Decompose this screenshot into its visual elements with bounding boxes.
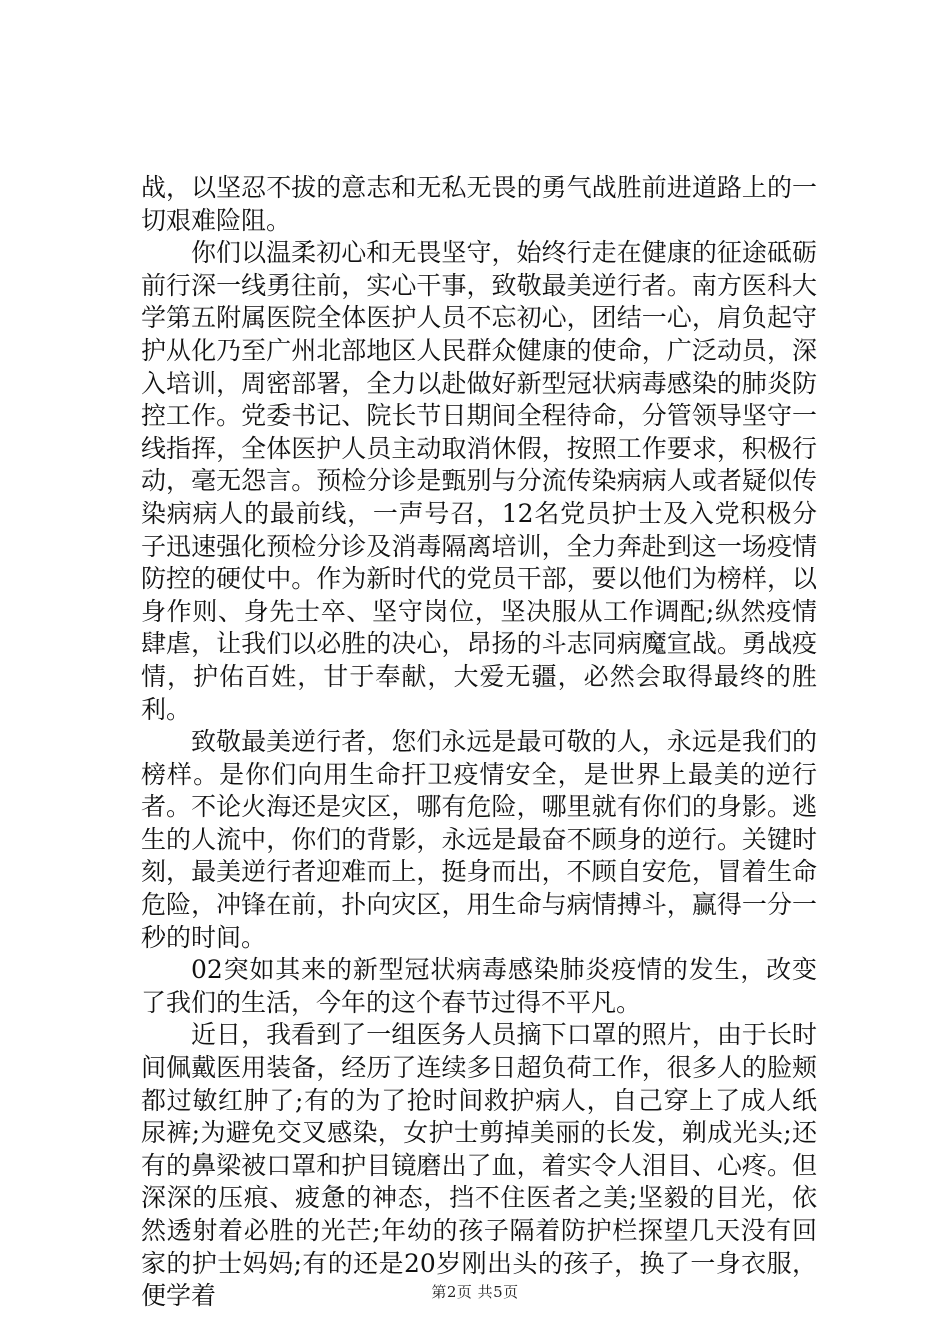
page-footer: 第2页 共5页 — [431, 1283, 519, 1301]
paragraph-5: 近日，我看到了一组医务人员摘下口罩的照片，由于长时间佩戴医用装备，经历了连续多日超负荷工作，很多人的脸颊都过敏红肿了;有的为了抢时间救护病人，自己穿上了成人纸尿裤;为避免交叉感染，女护士剪掉美丽的长发，剃成光头;还有的鼻梁被口罩和护目镜磨出了血，着实令人泪目、心疼。但深深的压痕、疲惫的神态，挡不住医者之美;坚毅的目光，依然透射着必胜的光芒;年幼的孩子隔着防护栏探望几天没有回家的护士妈妈;有的还是20岁刚出头的孩子，换了一身衣服，便学着 — [141, 1020, 817, 1311]
body-text — [141, 172, 817, 1313]
paragraph-3: 致敬最美逆行者，您们永远是最可敬的人，永远是我们的榜样。是你们向用生命扞卫疫情安全，是世界上最美的逆行者。不论火海还是灾区，哪有危险，哪里就有你们的身影。逃生的人流中，你们的背影，永远是最奋不顾身的逆行。关键时刻，最美逆行者迎难而上，挺身而出，不顾自安危，冒着生命危险，冲锋在前，扑向灾区，用生命与病情搏斗，赢得一分一秒的时间。 — [141, 727, 817, 952]
paragraph-1: 战，以坚忍不拔的意志和无私无畏的勇气战胜前进道路上的一切艰难险阻。 — [141, 173, 817, 235]
paragraph-4: 02突如其来的新型冠状病毒感染肺炎疫情的发生，改变了我们的生活，今年的这个春节过得不平凡。 — [141, 955, 817, 1017]
paragraph-2: 你们以温柔初心和无畏坚守，始终行走在健康的征途砥砺前行深一线勇往前，实心干事，致敬最美逆行者。南方医科大学第五附属医院全体医护人员不忘初心，团结一心，肩负起守护从化乃至广州北部地区人民群众健康的使命，广泛动员，深入培训，周密部署，全力以赴做好新型冠状病毒感染的肺炎防控工作。党委书记、院长节日期间全程待命，分管领导坚守一线指挥，全体医护人员主动取消休假，按照工作要求，积极行动，毫无怨言。预检分诊是甄别与分流传染病病人或者疑似传染病病人的最前线，一声号召，12名党员护士及入党积极分子迅速强化预检分诊及消毒隔离培训，全力奔赴到这一场疫情防控的硬仗中。作为新时代的党员干部，要以他们为榜样，以身作则、身先士卒、坚守岗位，坚决服从工作调配;纵然疫情肆虐，让我们以必胜的决心，昂扬的斗志同病魔宣战。勇战疫情，护佑百姓，甘于奉献，大爱无疆，必然会取得最终的胜利。 — [141, 238, 817, 724]
